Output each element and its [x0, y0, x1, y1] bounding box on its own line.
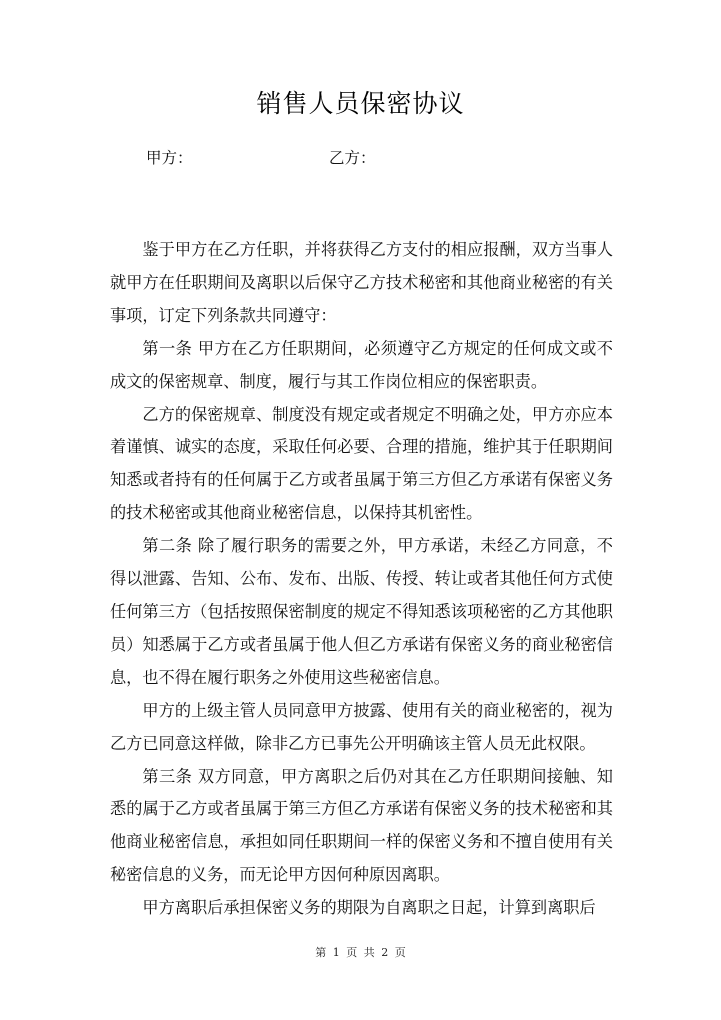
party-a-label: 甲方： — [146, 149, 193, 167]
paragraph-article-3-term: 甲方离职后承担保密义务的期限为自离职之日起，计算到离职后 — [142, 898, 596, 918]
paragraph-article-2: 第二条 除了履行职务的需要之外，甲方承诺，未经乙方同意，不得以泄露、告知、公布、发布、出版、传授、转让或者其他任何方式使任何第三方（包括按照保密制度的规定不得知悉该项秘密的乙方其他职员）知悉属于乙方或者虽属于他人但乙方承诺有保密义务的商业秘密信息，也不得在履行职务之外使用这些秘密信息。 — [110, 536, 613, 687]
paragraph-article-1: 第一条 甲方在乙方任职期间，必须遵守乙方规定的任何成文或不成文的保密规章、制度，履行与其工作岗位相应的保密职责。 — [110, 338, 613, 391]
paragraph-article-3: 第三条 双方同意，甲方离职之后仍对其在乙方任职期间接触、知悉的属于乙方或者虽属于第三方但乙方承诺有保密义务的技术秘密和其他商业秘密信息，承担如同任职期间一样的保密义务和不擅自使用有关秘密信息的义务，而无论甲方因何种原因离职。 — [110, 766, 613, 885]
paragraph-preamble: 鉴于甲方在乙方任职，并将获得乙方支付的相应报酬，双方当事人就甲方在任职期间及离职以后保守乙方技术秘密和其他商业秘密的有关事项，订定下列条款共同遵守： — [110, 240, 613, 325]
paragraph-article-2-supplement: 甲方的上级主管人员同意甲方披露、使用有关的商业秘密的，视为乙方已同意这样做，除非乙方已事先公开明确该主管人员无此权限。 — [110, 700, 613, 753]
document-title: 销售人员保密协议 — [256, 89, 465, 118]
paragraph-article-1-supplement: 乙方的保密规章、制度没有规定或者规定不明确之处，甲方亦应本着谨慎、诚实的态度，采取任何必要、合理的措施，维护其于任职期间知悉或者持有的任何属于乙方或者虽属于第三方但乙方承诺有保密义务的技术秘密或其他商业秘密信息，以保持其机密性。 — [110, 404, 613, 523]
party-b-label: 乙方： — [329, 149, 376, 167]
page-footer: 第 1 页 共 2 页 — [315, 946, 406, 959]
document-body — [110, 234, 613, 925]
